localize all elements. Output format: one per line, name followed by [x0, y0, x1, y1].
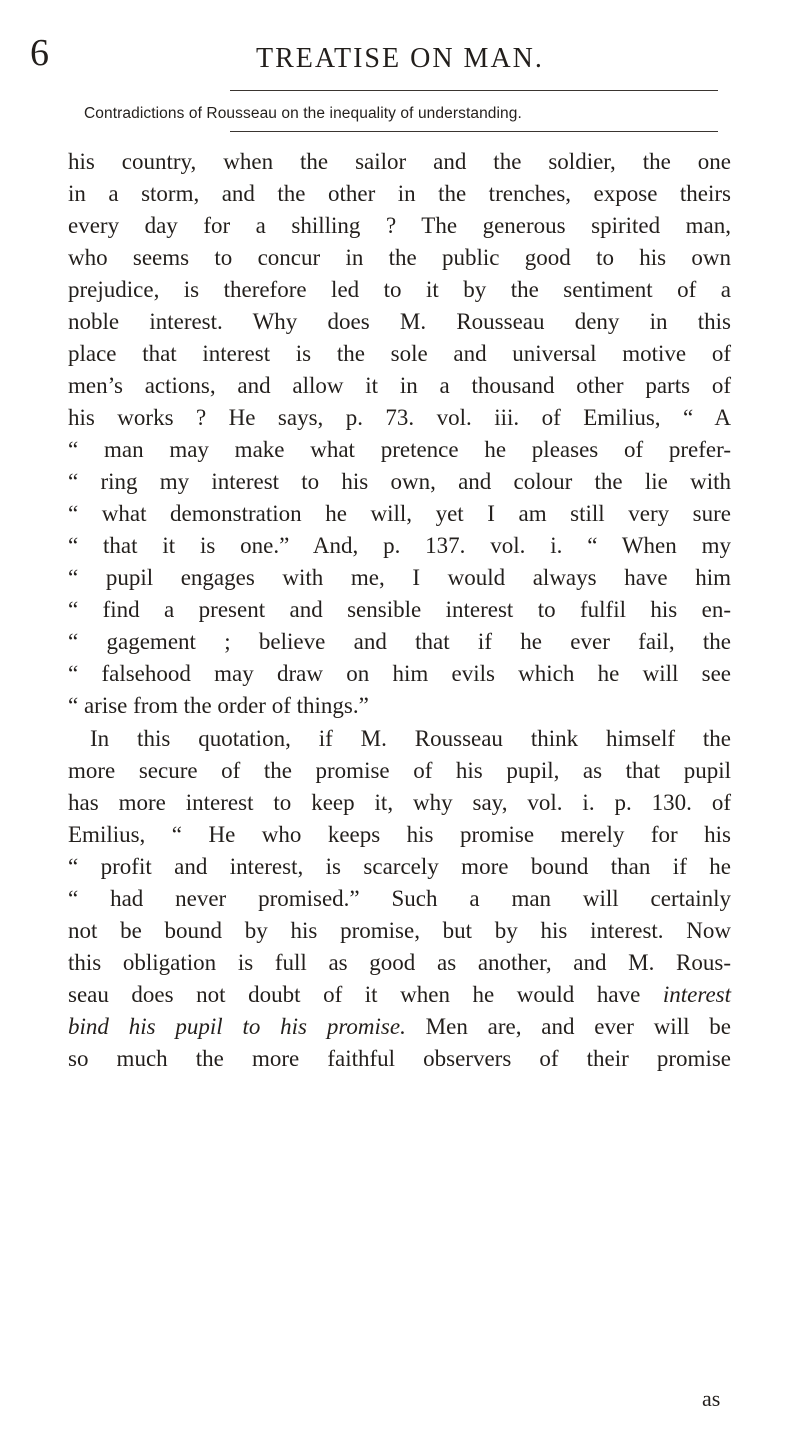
running-head: TREATISE ON MAN. [256, 43, 544, 74]
text-line: In this quotation, if M. Rousseau think himself the [90, 726, 731, 751]
text-line: “ profit and interest, is scarcely more bound than if he [68, 854, 731, 879]
text-line: has more interest to keep it, why say, vol. i. p. 130. of [68, 790, 731, 815]
text-line-with-italic [68, 1012, 731, 1042]
text-line: “ arise from the order of things.” [68, 693, 369, 718]
section-subheading: Contradictions of Rousseau on the inequality of understanding. [84, 105, 522, 122]
text-line: not be bound by his promise, but by his interest. Now [68, 918, 731, 943]
text-line: “ that it is one.” And, p. 137. vol. i. “ When my [68, 533, 731, 558]
text-line: “ had never promised.” Such a man will certainly [68, 886, 731, 911]
italic-text: interest [662, 982, 731, 1007]
text-line: “ gagement ; believe and that if he ever fail, the [68, 629, 731, 654]
text-line-with-italic [68, 980, 731, 1010]
text-line: “ ring my interest to his own, and colour the lie with [68, 469, 731, 494]
text-line: “ what demonstration he will, yet I am still very sure [68, 501, 731, 526]
text-line: men’s actions, and allow it in a thousand other parts of [68, 373, 731, 398]
text-line: so much the more faithful observers of their promise [68, 1046, 731, 1071]
text-line: his country, when the sailor and the soldier, the one [68, 149, 731, 174]
text-line: Emilius, “ He who keeps his promise merely for his [68, 822, 731, 847]
text-line: “ find a present and sensible interest to fulfil his en- [68, 597, 731, 622]
text-line: in a storm, and the other in the trenches, expose theirs [68, 181, 731, 206]
text-line: more secure of the promise of his pupil, as that pupil [68, 758, 731, 783]
text-line: place that interest is the sole and universal motive of [68, 341, 731, 366]
text-line: “ falsehood may draw on him evils which he will see [68, 661, 731, 686]
text-line: noble interest. Why does M. Rousseau deny in this [68, 309, 731, 334]
text-line: who seems to concur in the public good to his own [68, 245, 731, 270]
text-line: this obligation is full as good as another, and M. Rous- [68, 950, 731, 975]
text-span: Men are, and ever will be [405, 1014, 732, 1039]
page-number: 6 [30, 32, 49, 74]
header-rule-bottom [230, 131, 718, 132]
header-rule-top [230, 90, 718, 91]
text-line: every day for a shilling ? The generous spirited man, [68, 213, 731, 238]
text-span: seau does not doubt of it when he would have [68, 982, 641, 1007]
catchword: as [702, 1386, 721, 1411]
text-line: “ man may make what pretence he pleases of prefer- [68, 437, 731, 462]
text-line: his works ? He says, p. 73. vol. iii. of Emilius, “ A [68, 405, 731, 430]
text-line: “ pupil engages with me, I would always have him [68, 565, 731, 590]
italic-text: bind his pupil to his promise. [68, 1014, 406, 1039]
text-line: prejudice, is therefore led to it by the sentiment of a [68, 277, 731, 302]
